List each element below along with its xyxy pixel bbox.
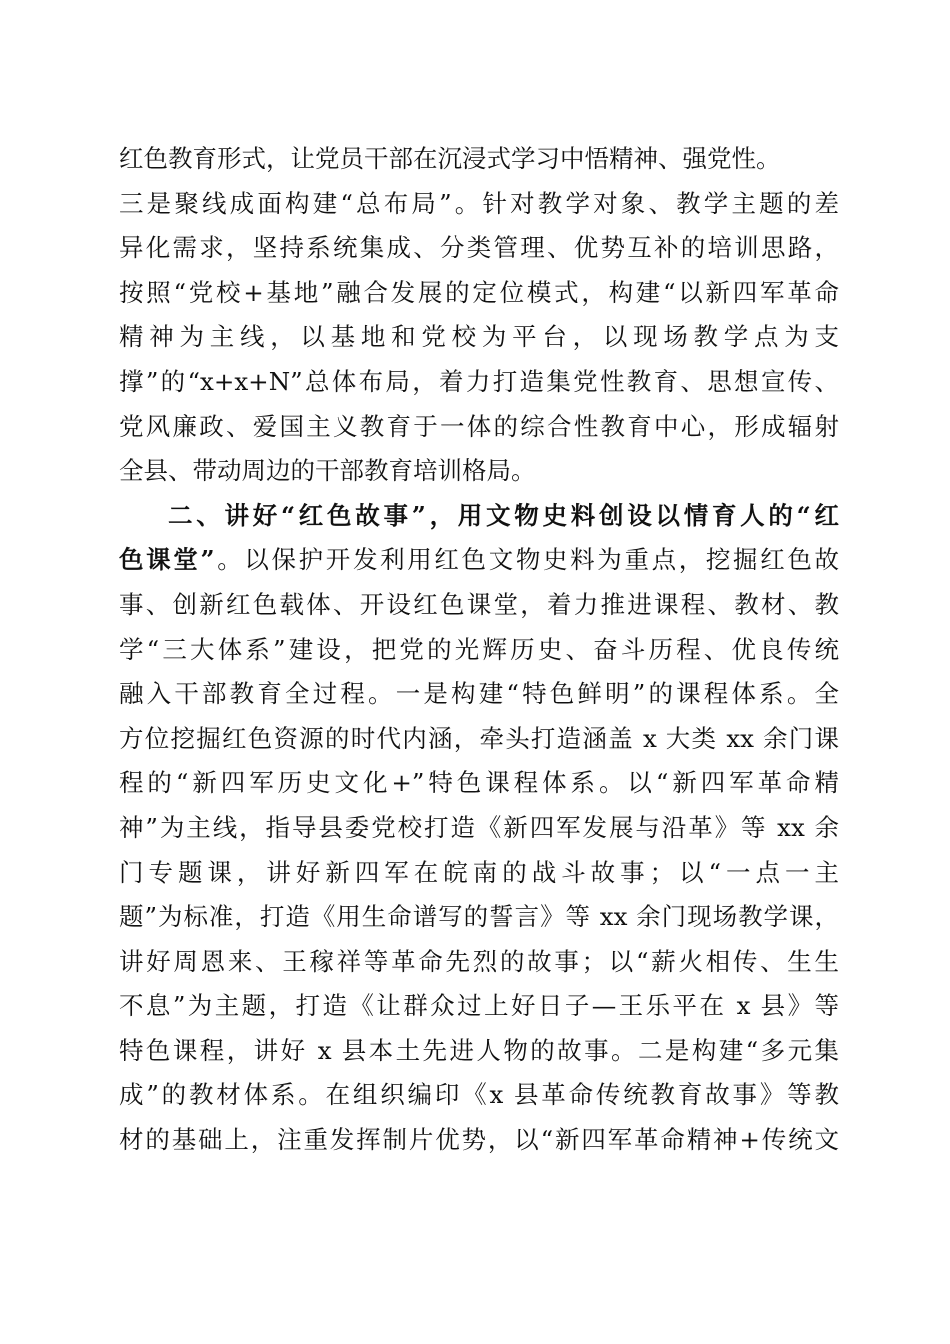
text-line: 方位挖掘红色资源的时代内涵，牵头打造涵盖 x 大类 xx 余门课 (119, 723, 839, 753)
section-heading-line-2 (119, 538, 839, 583)
text-line: 异化需求，坚持系统集成、分类管理、优势互补的培训思路， (119, 233, 839, 263)
text-line: 讲好周恩来、王稼祥等革命先烈的故事；以“薪火相传、生生 (119, 946, 839, 976)
section-heading-rest: 。以保护开发利用红色文物史料为重点，挖掘红色故 (214, 545, 839, 575)
text-line: 不息”为主题，打造《让群众过上好日子—王乐平在 x 县》等 (119, 991, 839, 1021)
text-line: 红色教育形式，让党员干部在沉浸式学习中悟精神、强党性。 (119, 144, 781, 173)
text-line: 题”为标准，打造《用生命谱写的誓言》等 xx 余门现场教学课， (119, 902, 839, 932)
text-line: 特色课程，讲好 x 县本土先进人物的故事。二是构建“多元集 (119, 1035, 839, 1065)
text-line: 融入干部教育全过程。一是构建“特色鲜明”的课程体系。全 (119, 679, 839, 709)
text-line: 材的基础上，注重发挥制片优势，以“新四军革命精神+传统文 (119, 1125, 839, 1155)
text-line: 成”的教材体系。在组织编印《x 县革命传统教育故事》等教 (119, 1080, 839, 1110)
text-line: 程的“新四军历史文化+”特色课程体系。以“新四军革命精 (119, 768, 839, 798)
text-line: 全县、带动周边的干部教育培训格局。 (119, 456, 536, 486)
document-body (119, 137, 839, 1163)
text-line: 精神为主线，以基地和党校为平台，以现场教学点为支 (119, 322, 839, 352)
text-line: 按照“党校+基地”融合发展的定位模式，构建“以新四军革命 (119, 277, 839, 307)
text-line: 党风廉政、爱国主义教育于一体的综合性教育中心，形成辐射 (119, 411, 839, 441)
text-line: 学“三大体系”建设，把党的光辉历史、奋斗历程、优良传统 (119, 634, 839, 664)
text-line: 三是聚线成面构建“总布局”。针对教学对象、教学主题的差 (119, 188, 839, 218)
section-heading-bold-tail: 色课堂” (119, 545, 215, 575)
section-heading-line-1: 二、讲好“红色故事”，用文物史料创设以情育人的“红 (168, 500, 839, 530)
text-line: 撑”的“x+x+N”总体布局，着力打造集党性教育、思想宣传、 (119, 366, 839, 396)
text-line: 神”为主线，指导县委党校打造《新四军发展与沿革》等 xx 余 (119, 812, 839, 842)
text-line: 事、创新红色载体、开设红色课堂，着力推进课程、教材、教 (119, 589, 839, 619)
text-line: 门专题课，讲好新四军在皖南的战斗故事；以“一点一主 (119, 857, 839, 887)
